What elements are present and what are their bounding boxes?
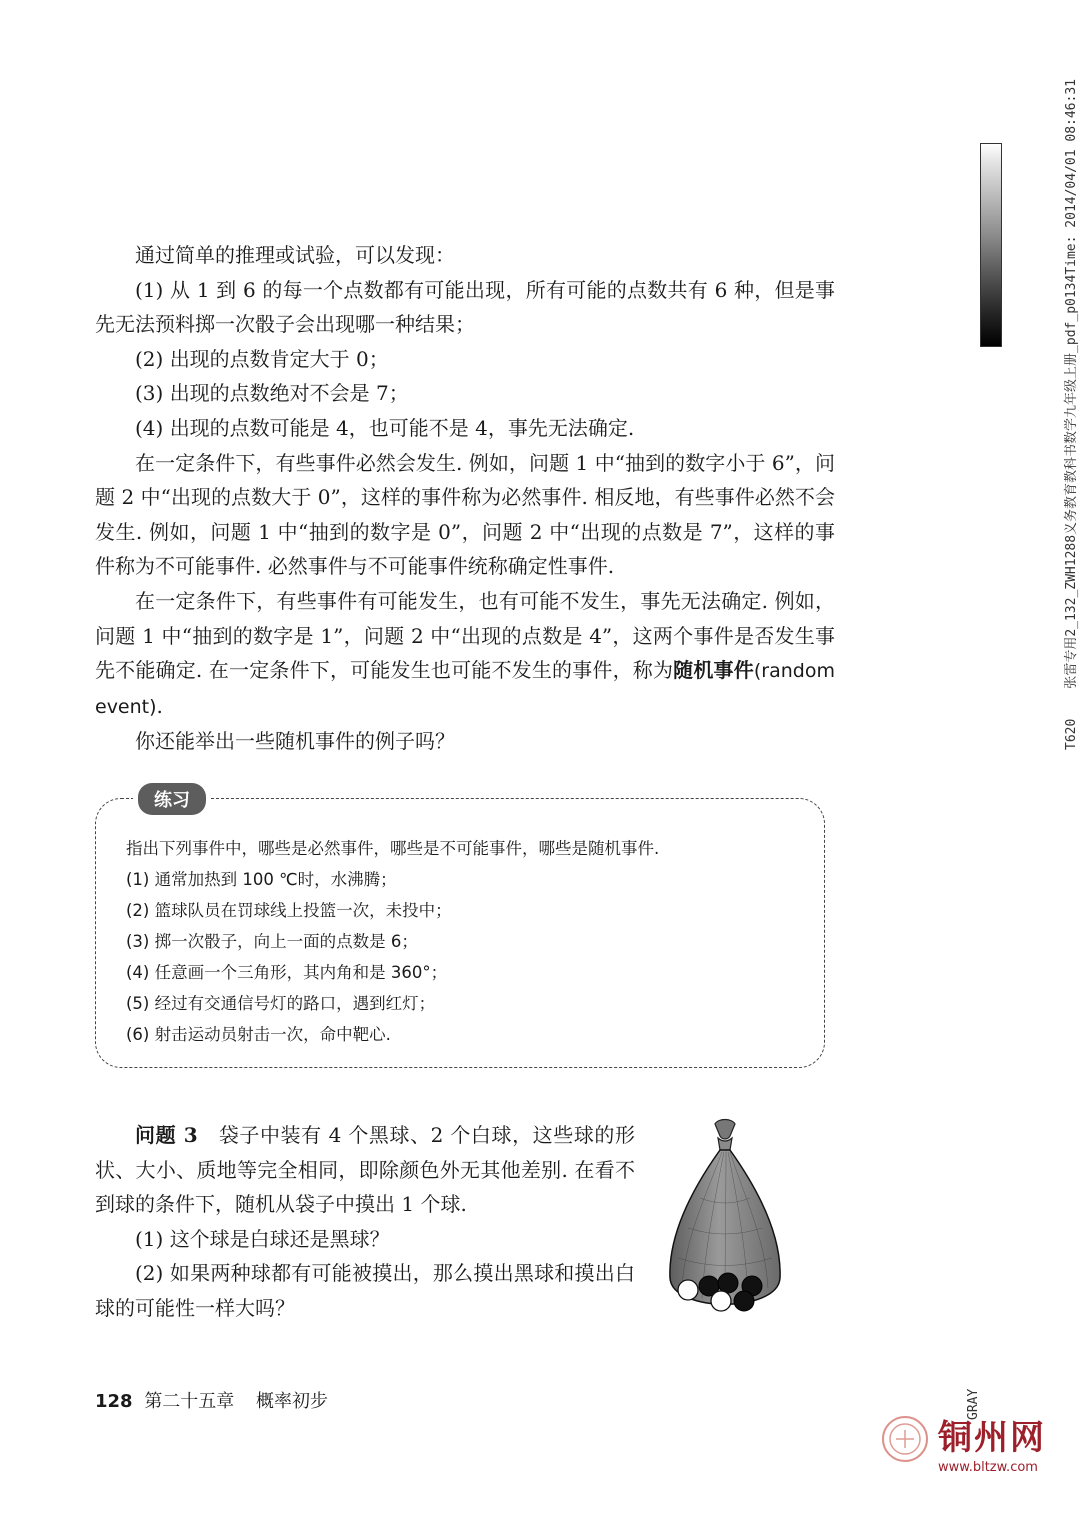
- random-event-term: 随机事件: [673, 658, 754, 683]
- certain-event-paragraph: 在一定条件下，有些事件必然会发生. 例如，问题 1 中“抽到的数字小于 6”，问题 2 中“出现的点数大于 0”，这样的事件称为必然事件. 相反地，有些事件必然不会发生. 例如，问题 1 中“抽到的数字是 0”，问题 2 中“出现的点数是 7”，这样的事件称为不可能事件. 必然事件与不可能事件统称确定性事件.: [95, 450, 835, 579]
- gray-scale-bar: [980, 143, 1002, 347]
- random-event-paragraph: [95, 584, 835, 724]
- scan-code: T620: [1064, 718, 1079, 750]
- gray-label: GRAY: [966, 1388, 981, 1420]
- random-event-english: (random event): [95, 660, 835, 718]
- chapter-title: 概率初步: [256, 1391, 329, 1412]
- bag-knot: [715, 1120, 735, 1153]
- white-ball: [711, 1291, 731, 1311]
- examples-question: 你还能举出一些随机事件的例子吗？: [135, 729, 455, 754]
- chapter-label: 第二十五章: [144, 1391, 235, 1412]
- page-footer: [95, 1387, 328, 1413]
- watermark-url: www.bltzw.com: [938, 1460, 1038, 1475]
- scan-stamp: [1060, 79, 1079, 750]
- exercise-item: (4) 任意画一个三角形，其内角和是 360°；: [126, 963, 448, 982]
- exercise-tag: 练习: [138, 783, 206, 815]
- exercise-item: (5) 经过有交通信号灯的路口，遇到红灯；: [126, 994, 436, 1013]
- white-ball: [678, 1280, 698, 1300]
- problem-3-statement: [95, 1118, 635, 1222]
- problem-3-question-1: (1) 这个球是白球还是黑球？: [135, 1226, 390, 1251]
- exercise-item: (1) 通常加热到 100 ℃时，水沸腾；: [126, 870, 397, 889]
- site-watermark: [880, 1410, 1070, 1510]
- finding-item-4: (4) 出现的点数可能是 4，也可能不是 4，事先无法确定.: [135, 415, 635, 440]
- black-ball: [718, 1273, 738, 1293]
- finding-item-3: (3) 出现的点数绝对不会是 7；: [135, 381, 409, 406]
- page-number: 128: [95, 1391, 133, 1412]
- finding-item-2: (2) 出现的点数肯定大于 0；: [135, 346, 389, 371]
- watermark-seal-icon: [880, 1414, 930, 1464]
- exercise-item: (3) 掷一次骰子，向上一面的点数是 6；: [126, 932, 418, 951]
- problem-3: [95, 1118, 635, 1326]
- black-ball: [734, 1291, 754, 1311]
- random-event-period: .: [156, 693, 163, 718]
- scan-info: 张雷专用2_132_ZWH1288义务教育教科书数学九年级上册_pdf_p0134Time: 2014/04/01 08:46:31: [1064, 79, 1079, 689]
- random-event-text: 在一定条件下，有些事件有可能发生，也有可能不发生，事先无法确定. 例如，问题 1 中“抽到的数字是 1”，问题 2 中“出现的点数是 4”，这两个事件是否发生事先不能确定. 在一定条件下，可能发生也可能不发生的事件，称为: [95, 588, 835, 683]
- problem-3-label: 问题 3: [135, 1123, 198, 1147]
- exercise-box: [95, 790, 825, 1068]
- exercise-item: (6) 射击运动员射击一次，命中靶心.: [126, 1025, 391, 1044]
- problem-3-text: 袋子中装有 4 个黑球、2 个白球，这些球的形状、大小、质地等完全相同，即除颜色外无其他差别. 在看不到球的条件下，随机从袋子中摸出 1 个球.: [95, 1123, 635, 1217]
- ball-bag-illustration: [660, 1118, 790, 1323]
- exercise-body: [126, 833, 806, 1050]
- exercise-prompt: 指出下列事件中，哪些是必然事件，哪些是不可能事件，哪些是随机事件.: [126, 839, 660, 858]
- exercise-item: (2) 篮球队员在罚球线上投篮一次，未投中；: [126, 901, 452, 920]
- intro-line: 通过简单的推理或试验，可以发现：: [135, 243, 455, 267]
- main-text: [95, 238, 835, 759]
- finding-item-1: (1) 从 1 到 6 的每一个点数都有可能出现，所有可能的点数共有 6 种，但是事先无法预料掷一次骰子会出现哪一种结果；: [95, 277, 835, 337]
- watermark-name: 铜州网: [938, 1418, 1046, 1458]
- problem-3-question-2: (2) 如果两种球都有可能被摸出，那么摸出黑球和摸出白球的可能性一样大吗？: [95, 1261, 635, 1320]
